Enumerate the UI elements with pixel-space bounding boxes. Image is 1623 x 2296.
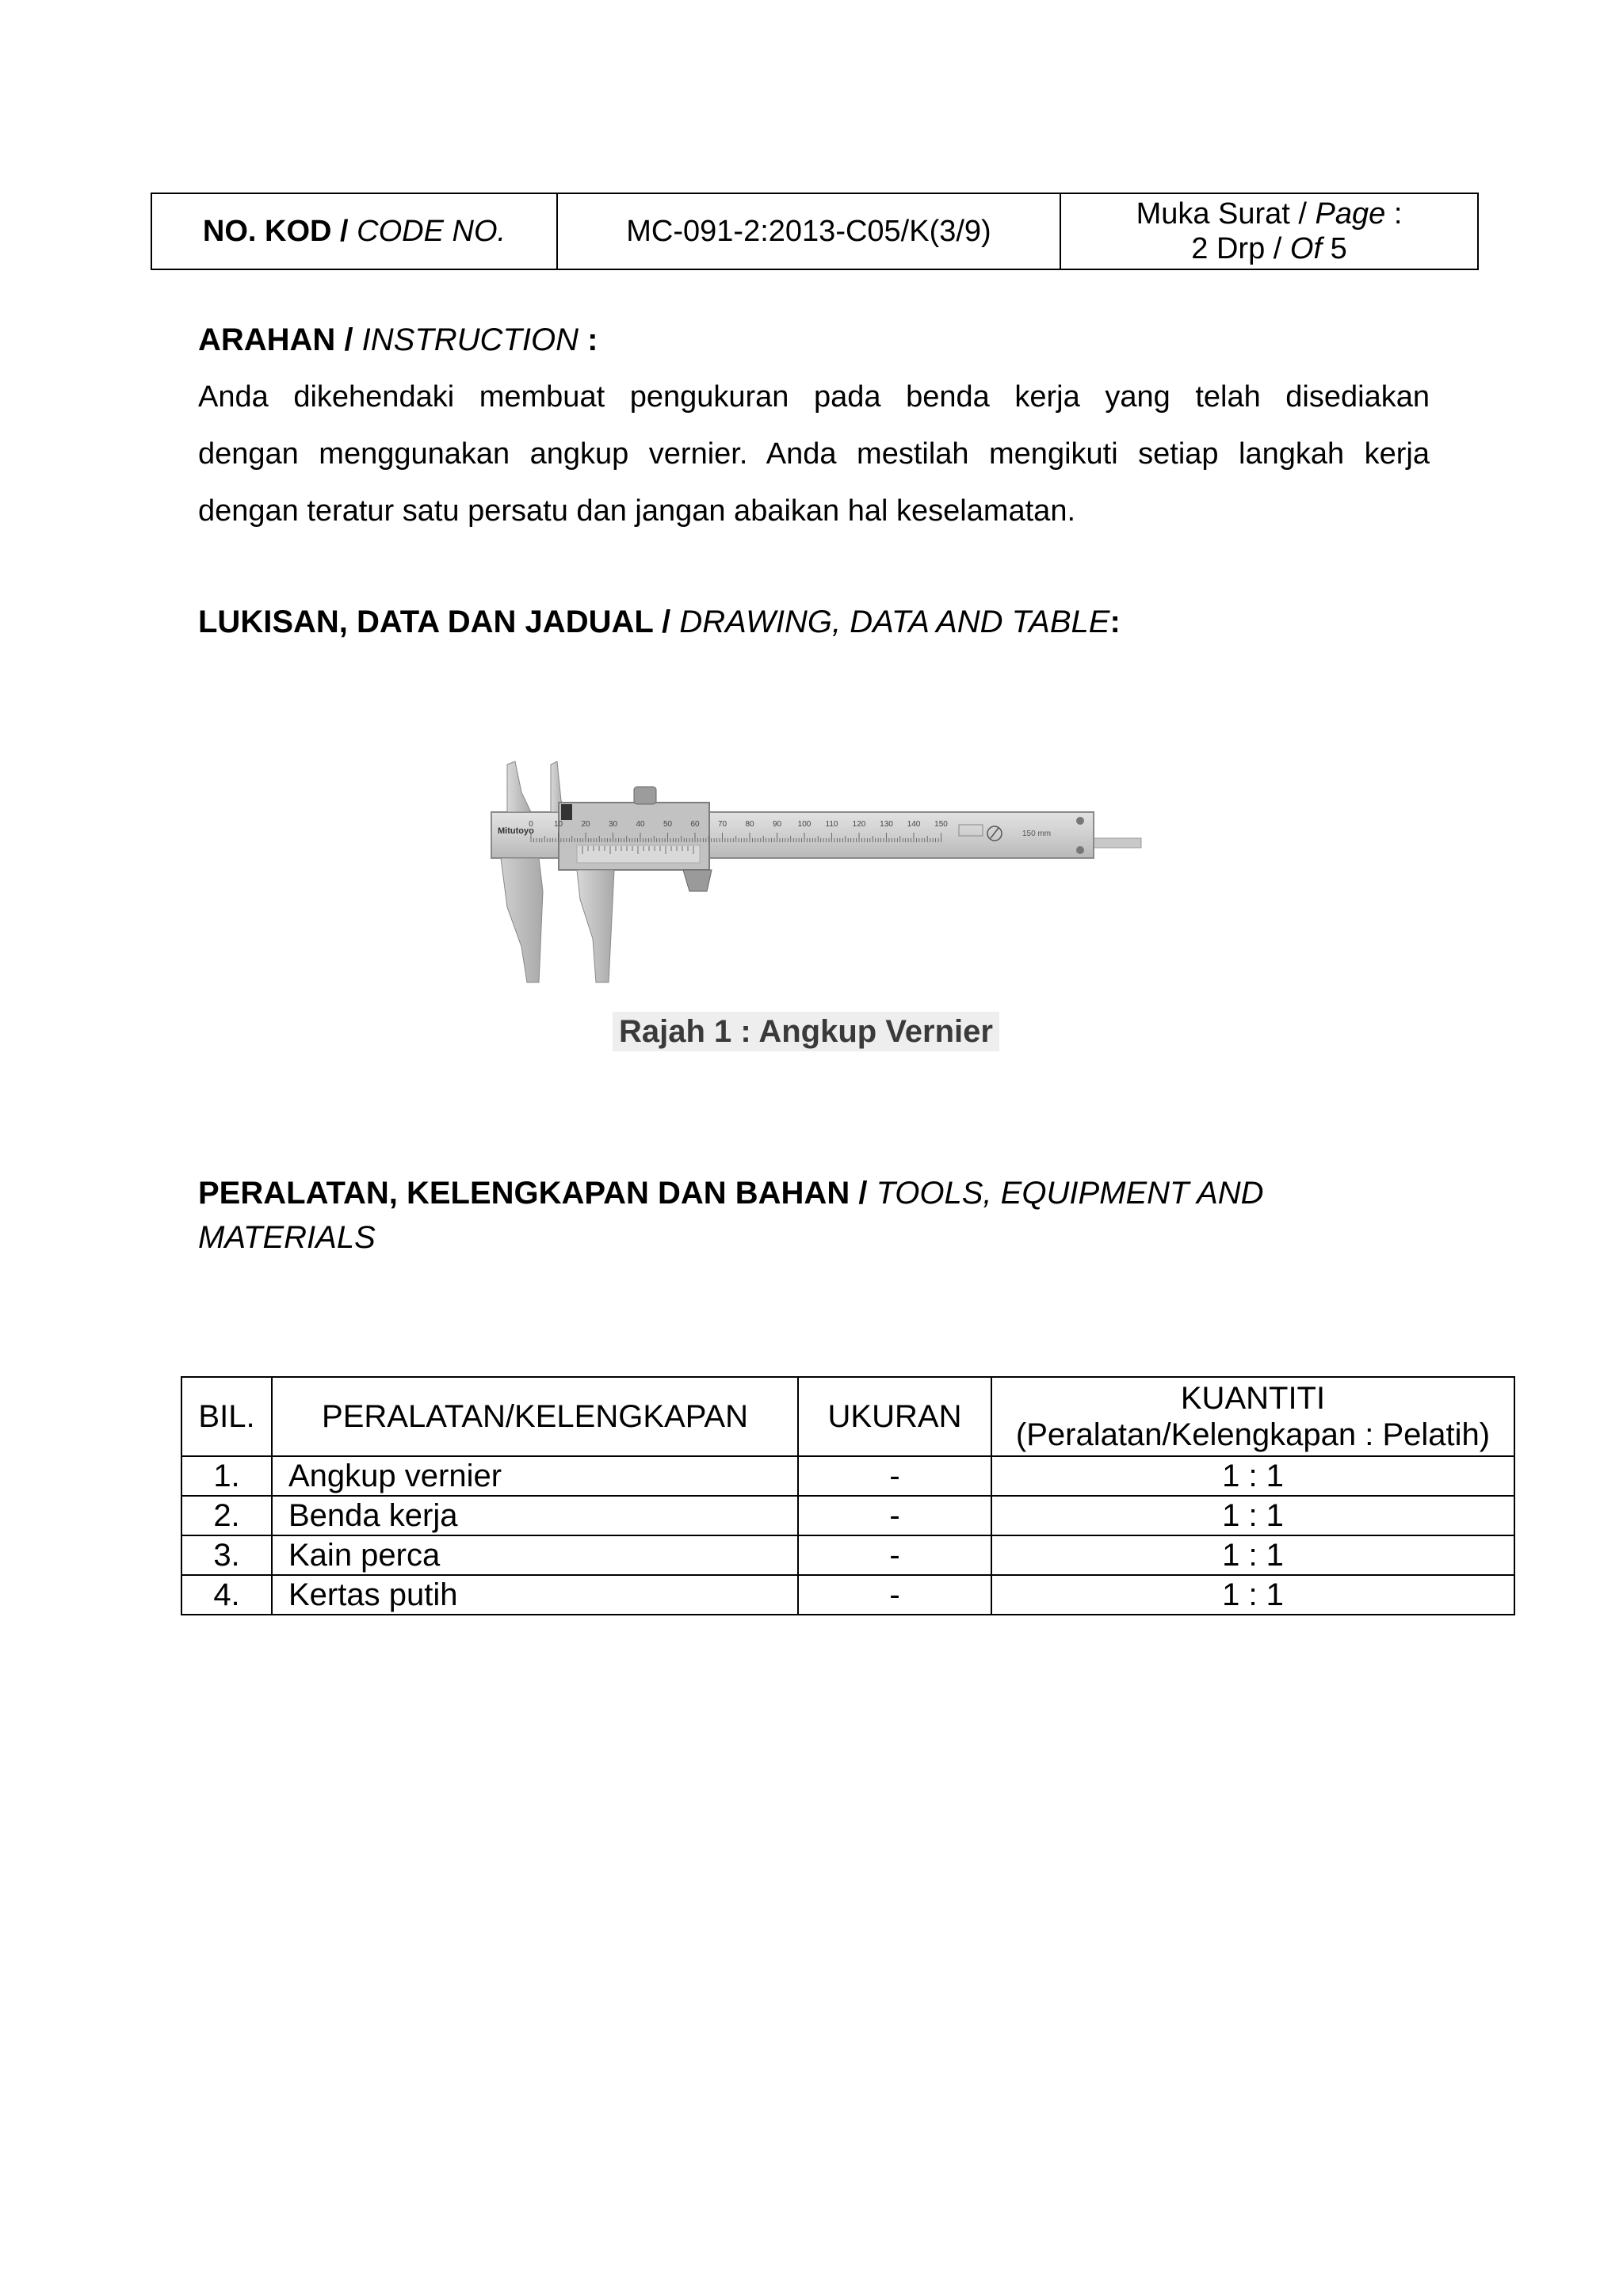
code-label-cell (152, 194, 558, 269)
screw-icon (1076, 846, 1084, 854)
drawing-heading (198, 605, 1121, 640)
row-bil: 4. (181, 1575, 272, 1615)
vernier-caliper-image (475, 757, 1157, 994)
row-bil: 1. (181, 1456, 272, 1496)
tools-heading-italic: TOOLS, EQUIPMENT AND (876, 1176, 1264, 1211)
row-bil: 2. (181, 1496, 272, 1535)
row-item: Kertas putih (272, 1575, 798, 1615)
screw-icon (1076, 817, 1084, 825)
row-size: - (798, 1496, 991, 1535)
row-qty: 1 : 1 (991, 1496, 1514, 1535)
instruction-heading-sep: / (335, 322, 362, 357)
code-label-bold: NO. KOD (202, 215, 332, 248)
row-item: Benda kerja (272, 1496, 798, 1535)
main-scale-label: 140 (907, 820, 921, 829)
page-label-italic: Page (1315, 197, 1386, 231)
tools-heading (198, 1171, 1506, 1260)
page-label: Muka Surat / (1136, 197, 1316, 231)
column-header-qty (991, 1377, 1514, 1456)
main-scale-label: 50 (663, 820, 673, 829)
page-label-colon: : (1385, 197, 1403, 231)
row-item: Angkup vernier (272, 1456, 798, 1496)
document-header-table (151, 193, 1479, 270)
instruction-line: Anda dikehendaki membuat pengukuran pada benda kerja yang telah disediakan (198, 380, 1430, 414)
main-scale-label: 120 (852, 820, 866, 829)
column-header-bil: BIL. (181, 1377, 272, 1456)
code-value-cell (558, 194, 1061, 269)
drawing-heading-italic: DRAWING, DATA AND TABLE (679, 605, 1110, 639)
main-scale-label: 100 (797, 820, 812, 829)
row-bil: 3. (181, 1535, 272, 1575)
instruction-heading-colon: : (579, 322, 598, 357)
brand-logo: Mitutoyo (498, 826, 534, 836)
scale-end-label: 150 mm (1022, 830, 1052, 838)
row-qty: 1 : 1 (991, 1575, 1514, 1615)
table-row (181, 1575, 1514, 1615)
main-scale-label: 90 (772, 820, 782, 829)
table-row (181, 1535, 1514, 1575)
tools-table (181, 1376, 1515, 1615)
main-scale-label: 70 (717, 820, 727, 829)
main-scale-label: 110 (825, 820, 838, 829)
instruction-paragraph (198, 368, 1430, 540)
main-scale-label: 20 (581, 820, 590, 829)
figure-caption: Rajah 1 : Angkup Vernier (613, 1012, 999, 1051)
row-qty: 1 : 1 (991, 1535, 1514, 1575)
qty-header-line1: KUANTITI (1180, 1381, 1326, 1416)
main-scale-label: 60 (690, 820, 700, 829)
code-label-separator: / (331, 215, 357, 248)
table-header-row (181, 1377, 1514, 1456)
instruction-heading (198, 322, 598, 358)
row-size: - (798, 1575, 991, 1615)
row-item: Kain perca (272, 1535, 798, 1575)
row-qty: 1 : 1 (991, 1456, 1514, 1496)
instruction-heading-bold: ARAHAN (198, 322, 336, 357)
instruction-line: dengan teratur satu persatu dan jangan abaikan hal keselamatan. (198, 494, 1076, 528)
page-drp: Drp / (1208, 232, 1290, 265)
table-row (181, 1496, 1514, 1535)
column-header-item: PERALATAN/KELENGKAPAN (272, 1377, 798, 1456)
drawing-heading-colon: : (1109, 605, 1121, 639)
main-scale-label: 80 (745, 820, 754, 829)
page-of: Of (1289, 232, 1323, 265)
instruction-heading-italic: INSTRUCTION (361, 322, 579, 357)
main-scale-label: 30 (608, 820, 618, 829)
tools-heading-italic-cont: MATERIALS (198, 1220, 376, 1255)
qty-header-line2: (Peralatan/Kelengkapan : Pelatih) (1015, 1417, 1491, 1452)
main-scale-label: 40 (636, 820, 645, 829)
tools-heading-sep: / (850, 1176, 876, 1211)
page-total: 5 (1322, 232, 1347, 265)
page-number-cell (1061, 194, 1477, 269)
instruction-line: dengan menggunakan angkup vernier. Anda mestilah mengikuti setiap langkah kerja (198, 437, 1430, 471)
page-number: 2 (1191, 232, 1209, 265)
tools-heading-bold: PERALATAN, KELENGKAPAN DAN BAHAN (198, 1176, 850, 1211)
column-header-size: UKURAN (798, 1377, 991, 1456)
main-scale-label: 130 (880, 820, 893, 829)
main-scale-label: 150 (934, 820, 948, 829)
main-scale-label: 10 (553, 820, 563, 829)
code-label-italic: CODE NO. (357, 215, 506, 248)
main-scale-label: 0 (529, 820, 533, 829)
table-row (181, 1456, 1514, 1496)
row-size: - (798, 1535, 991, 1575)
code-value: MC-091-2:2013-C05/K(3/9) (626, 215, 991, 248)
drawing-heading-bold: LUKISAN, DATA DAN JADUAL (198, 605, 654, 639)
row-size: - (798, 1456, 991, 1496)
drawing-heading-sep: / (653, 605, 680, 639)
